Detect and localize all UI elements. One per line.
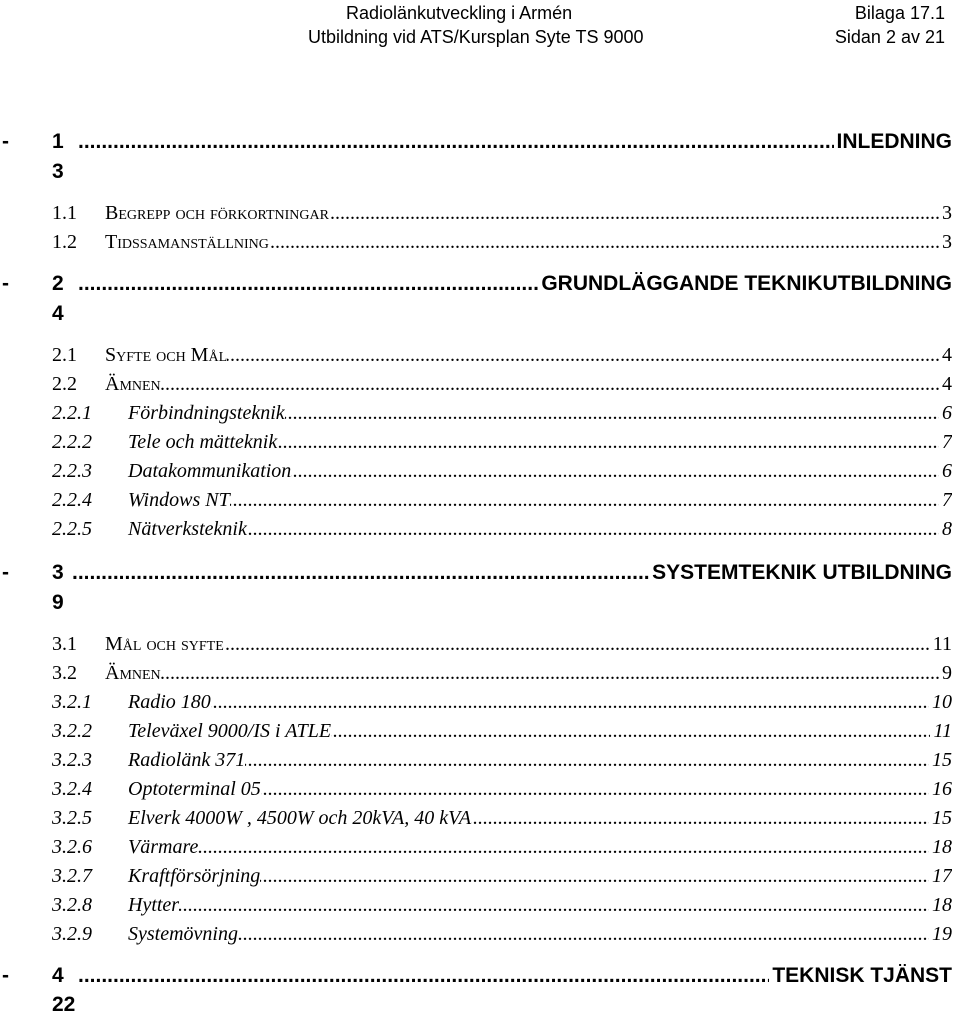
toc-leader bbox=[105, 633, 952, 656]
running-header bbox=[0, 2, 960, 24]
toc-title: Kraftförsörjning bbox=[128, 865, 261, 887]
toc-dash: - bbox=[2, 561, 9, 584]
toc-page: 4 bbox=[52, 302, 64, 325]
toc-number: 3.2.3 bbox=[52, 749, 92, 771]
toc-title: Systemövning bbox=[128, 923, 238, 945]
toc-entry-3-2-6[interactable] bbox=[0, 836, 952, 866]
toc-page: 6 bbox=[939, 402, 952, 425]
toc-page: 15 bbox=[929, 807, 952, 830]
toc-page: 11 bbox=[930, 720, 952, 743]
toc-entry-3-page bbox=[0, 591, 952, 621]
toc-page: 7 bbox=[939, 489, 952, 512]
toc-entry-2-2-1[interactable] bbox=[0, 402, 952, 432]
toc-page: 15 bbox=[929, 749, 952, 772]
toc-leader bbox=[128, 923, 952, 946]
toc-number: 3.2.2 bbox=[52, 720, 92, 742]
toc-number: 3.2.8 bbox=[52, 894, 92, 916]
toc-entry-3-2[interactable] bbox=[0, 662, 952, 692]
toc-number: 3.2.1 bbox=[52, 691, 92, 713]
toc-number: 2.1 bbox=[52, 344, 77, 366]
toc-page: 6 bbox=[939, 460, 952, 483]
toc-title: Optoterminal 05 bbox=[128, 778, 261, 800]
toc-title: Windows NT bbox=[128, 489, 230, 511]
toc-title: Nätverksteknik bbox=[128, 518, 247, 540]
toc-number: 1.2 bbox=[52, 231, 77, 253]
toc-entry-1[interactable] bbox=[0, 130, 952, 160]
toc-entry-1-page bbox=[0, 160, 952, 190]
toc-number: 2.2.1 bbox=[52, 402, 92, 424]
toc-entry-3-2-8[interactable] bbox=[0, 894, 952, 924]
toc-entry-2-2[interactable] bbox=[0, 373, 952, 403]
toc-entry-1-1[interactable] bbox=[0, 202, 952, 232]
toc-number: 2.2.4 bbox=[52, 489, 92, 511]
toc-leader bbox=[105, 344, 952, 367]
toc-leader bbox=[128, 836, 952, 859]
toc-number: 3.2.7 bbox=[52, 865, 92, 887]
toc-title: Mål och syfte bbox=[105, 633, 224, 655]
toc-title: GRUNDLÄGGANDE TEKNIKUTBILDNING bbox=[538, 272, 952, 296]
toc-title: Tidssamanställning bbox=[105, 231, 269, 253]
appendix-label: Bilaga 17.1 bbox=[854, 3, 945, 23]
toc-number: 2.2.5 bbox=[52, 518, 92, 540]
toc-number: 3.2.6 bbox=[52, 836, 92, 858]
toc-entry-2-2-4[interactable] bbox=[0, 489, 952, 519]
toc-page: 16 bbox=[929, 778, 952, 801]
toc-dash: - bbox=[2, 130, 9, 153]
toc-page: 11 bbox=[930, 633, 952, 656]
toc-title: Radiolänk 371 bbox=[128, 749, 246, 771]
toc-entry-2[interactable] bbox=[0, 272, 952, 302]
toc-entry-3-2-7[interactable] bbox=[0, 865, 952, 895]
toc-entry-3-2-9[interactable] bbox=[0, 923, 952, 953]
toc-page: 7 bbox=[939, 431, 952, 454]
toc-entry-3-2-2[interactable] bbox=[0, 720, 952, 750]
toc-entry-2-page bbox=[0, 302, 952, 332]
toc-title: Hytter bbox=[128, 894, 180, 916]
toc-leader bbox=[128, 749, 952, 772]
toc-number: 3.2.4 bbox=[52, 778, 92, 800]
page-number-label: Sidan 2 av 21 bbox=[834, 27, 945, 47]
toc-page: 17 bbox=[929, 865, 952, 888]
toc-page: 9 bbox=[52, 591, 64, 614]
toc-page: 8 bbox=[939, 518, 952, 541]
toc-title: Elverk 4000W , 4500W och 20kVA, 40 kVA bbox=[128, 807, 472, 829]
toc-number: 3.2.9 bbox=[52, 923, 92, 945]
running-subheader bbox=[0, 26, 960, 48]
toc-entry-2-2-5[interactable] bbox=[0, 518, 952, 548]
toc-title: TEKNISK TJÄNST bbox=[769, 964, 952, 988]
toc-page: 18 bbox=[929, 836, 952, 859]
toc-number: 2.2 bbox=[52, 373, 77, 395]
toc-page: 3 bbox=[939, 231, 952, 254]
toc-entry-3-2-4[interactable] bbox=[0, 778, 952, 808]
toc-leader bbox=[128, 894, 952, 917]
toc-title: Tele och mätteknik bbox=[128, 431, 278, 453]
toc-leader bbox=[128, 691, 952, 714]
toc-entry-3[interactable] bbox=[0, 561, 952, 591]
toc-number: 3.2.5 bbox=[52, 807, 92, 829]
toc-number: 2.2.3 bbox=[52, 460, 92, 482]
toc-entry-4[interactable] bbox=[0, 964, 952, 994]
toc-entry-4-page bbox=[0, 993, 952, 1017]
toc-entry-3-1[interactable] bbox=[0, 633, 952, 663]
toc-title: Radio 180 bbox=[128, 691, 211, 713]
toc-leader bbox=[78, 130, 952, 154]
toc-number: 1 bbox=[52, 130, 64, 153]
document-title: Radiolänkutveckling i Armén bbox=[346, 3, 573, 23]
toc-title: Förbindningsteknik bbox=[128, 402, 285, 424]
toc-page: 10 bbox=[929, 691, 952, 714]
toc-entry-2-1[interactable] bbox=[0, 344, 952, 374]
toc-page: 22 bbox=[52, 993, 76, 1016]
course-label: Utbildning vid ATS/Kursplan Syte TS 9000 bbox=[308, 27, 644, 47]
toc-page: 4 bbox=[939, 344, 952, 367]
toc-page: 9 bbox=[939, 662, 952, 685]
toc-number: 3.2 bbox=[52, 662, 77, 684]
toc-entry-3-2-1[interactable] bbox=[0, 691, 952, 721]
toc-leader bbox=[128, 489, 952, 512]
toc-number: 3 bbox=[52, 561, 64, 584]
toc-number: 2 bbox=[52, 272, 64, 295]
toc-number: 4 bbox=[52, 964, 64, 987]
toc-page: 4 bbox=[939, 373, 952, 396]
toc-leader bbox=[128, 518, 952, 541]
toc-title: Värmare bbox=[128, 836, 199, 858]
toc-title: INLEDNING bbox=[834, 130, 953, 154]
toc-leader bbox=[105, 373, 952, 396]
toc-entry-3-2-5[interactable] bbox=[0, 807, 952, 837]
toc-entry-1-2[interactable] bbox=[0, 231, 952, 261]
toc-title: Syfte och Mål bbox=[105, 344, 228, 366]
toc-number: 2.2.2 bbox=[52, 431, 92, 453]
toc-title: Begrepp och förkortningar bbox=[105, 202, 329, 224]
toc-page: 18 bbox=[929, 894, 952, 917]
toc-number: 1.1 bbox=[52, 202, 77, 224]
toc-page: 3 bbox=[52, 160, 64, 183]
toc-entry-2-2-3[interactable] bbox=[0, 460, 952, 490]
toc-title: Ämnen bbox=[105, 662, 161, 684]
toc-dash: - bbox=[2, 272, 9, 295]
toc-title: Ämnen bbox=[105, 373, 161, 395]
toc-title: Televäxel 9000/IS i ATLE bbox=[128, 720, 332, 742]
toc-title: Datakommunikation bbox=[128, 460, 292, 482]
toc-leader bbox=[105, 662, 952, 685]
toc-number: 3.1 bbox=[52, 633, 77, 655]
toc-entry-3-2-3[interactable] bbox=[0, 749, 952, 779]
toc-dash: - bbox=[2, 964, 9, 987]
toc-entry-2-2-2[interactable] bbox=[0, 431, 952, 461]
toc-title: SYSTEMTEKNIK UTBILDNING bbox=[649, 561, 952, 585]
toc-page: 3 bbox=[939, 202, 952, 225]
toc-page: 19 bbox=[929, 923, 952, 946]
